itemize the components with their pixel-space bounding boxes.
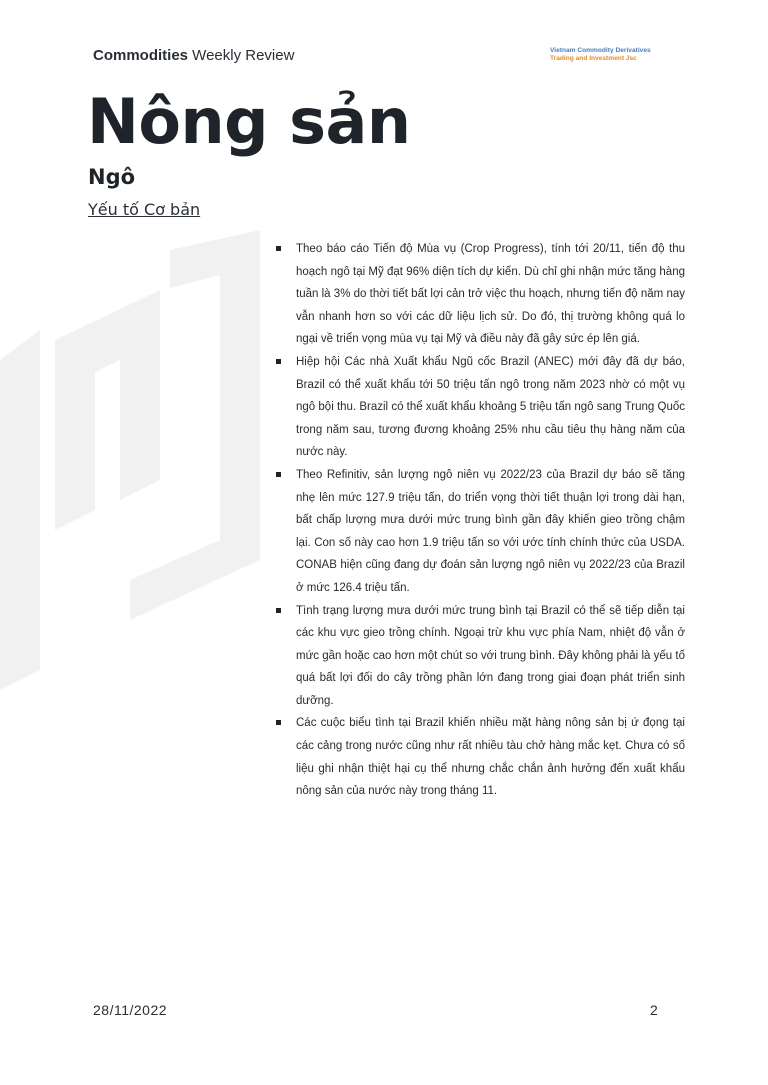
bullet-marker [276,608,281,613]
bullet-list [276,238,685,803]
bullet-text: Hiệp hội Các nhà Xuất khẩu Ngũ cốc Brazil (ANEC) mới đây đã dự báo, Brazil có thể xuất khẩu tới 50 triệu tấn ngô trong năm 2023 nhờ có một vụ ngô bội thu. Brazil có thể xuất khẩu khoảng 5 triệu tấn ngô sang Trung Quốc trong năm sau, tương đương khoảng 25% nhu cầu tiêu thụ hàng năm của nước này. [296,355,685,459]
logo-line-2: Trading and Investment Jsc [550,55,637,62]
bullet-item [276,600,685,713]
bullet-marker [276,472,281,477]
bullet-text: Theo báo cáo Tiến độ Mùa vụ (Crop Progress), tính tới 20/11, tiến độ thu hoạch ngô tại Mỹ đạt 96% diện tích dự kiến. Dù chỉ ghi nhận mức tăng hàng tuần là 3% do thời tiết bất lợi cản trở việc thu hoạch, nhưng tiến độ năm nay vẫn nhanh hơn so với các dữ liệu lịch sử. Do đó, thị trường không quá lo ngại về triển vọng mùa vụ tại Mỹ và điều này đã gây sức ép lên giá. [296,243,685,346]
bullet-text: Các cuộc biểu tình tại Brazil khiến nhiều mặt hàng nông sản bị ứ đọng tại các cảng trong nước cũng như rất nhiều tàu chở hàng mắc kẹt. Chưa có số liệu ghi nhận thiệt hại cụ thể nhưng chắc chắn ảnh hưởng đến xuất khẩu nông sản của nước này trong tháng 11. [296,717,685,798]
bullet-marker [276,720,281,725]
logo-line-1: Vietnam Commodity Derivatives [550,47,651,54]
bullet-item [276,712,685,802]
page-title: Nông sản [87,85,411,158]
bullet-text: Theo Refinitiv, sản lượng ngô niên vụ 2022/23 của Brazil dự báo sẽ tăng nhẹ lên mức 127.9 triệu tấn, do triển vọng thời tiết thuận lợi trong dài hạn, bất chấp lượng mưa dưới mức trung bình gần đây khiến gieo trồng chậm lại. Con số này cao hơn 1.9 triệu tấn so với ước tính chính thức của USDA. CONAB hiện cũng đang dự đoán sản lượng ngô niên vụ 2022/23 của Brazil ở mức 126.4 triệu tấn. [296,468,685,594]
bullet-item [276,351,685,464]
footer-date: 28/11/2022 [93,1002,168,1018]
commodity-subtitle: Ngô [88,165,136,189]
watermark-logo [0,230,290,690]
section-heading: Yếu tố Cơ bản [88,200,201,219]
brand-rest: Weekly Review [188,47,295,64]
bullet-item [276,464,685,600]
brand-bold: Commodities [93,47,189,64]
company-logo [550,47,651,63]
page-number: 2 [650,1002,658,1018]
bullet-item [276,238,685,351]
bullet-marker [276,246,281,251]
bullet-marker [276,359,281,364]
report-series-title [93,47,294,64]
bullet-text: Tình trạng lượng mưa dưới mức trung bình tại Brazil có thể sẽ tiếp diễn tại các khu vực gieo trồng chính. Ngoại trừ khu vực phía Nam, nhiệt độ vẫn ở mức gần hoặc cao hơn một chút so với trung bình. Đây không phải là yếu tố quá bất lợi đối do cây trồng phần lớn đang trong giai đoạn phát triển sinh dưỡng. [296,604,685,707]
